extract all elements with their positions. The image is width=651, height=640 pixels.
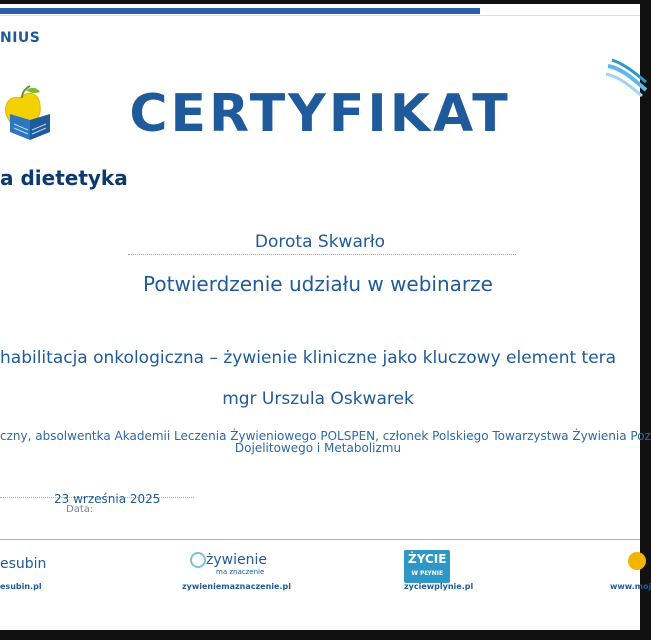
webinar-title: habilitacja onkologiczna – żywienie kliniczne jako kluczowy element tera — [0, 348, 617, 368]
certificate-sheet — [0, 4, 651, 630]
confirmation-text: Potwierdzenie udziału w webinarze — [143, 272, 493, 296]
brand-wordmark: NIUS — [0, 30, 41, 46]
logo-text: a dietetyka — [0, 166, 128, 190]
sponsor-url: zyciewplynie.pl — [404, 582, 474, 591]
leaf-icon — [190, 552, 206, 568]
top-accent-bar — [0, 8, 480, 14]
speaker-bio-line-1: czny, absolwentka Akademii Leczenia Żywieniowego POLSPEN, członek Polskiego Towarzystwa Żywienia Poz — [0, 429, 651, 443]
sponsor-wordmark: esubin — [0, 556, 47, 572]
recipient-name: Dorota Skwarło — [254, 232, 386, 252]
sponsor-subtitle: ma znaczenie — [216, 568, 265, 576]
footer-divider — [0, 539, 640, 540]
sponsor-subtitle: W PŁYNIE — [411, 570, 444, 577]
zycie-w-plynie-logo-icon — [404, 550, 450, 583]
name-dotted-line — [128, 254, 516, 255]
sponsor-url: www.moj — [610, 582, 651, 591]
date-value: 23 września 2025 — [54, 492, 161, 506]
date-label: Data: — [66, 504, 94, 515]
speaker-bio-line-2: Dojelitowego i Metabolizmu — [234, 441, 402, 455]
sponsor-wordmark: żywienie — [206, 552, 267, 568]
sponsor-url: zywieniemaznaczenie.pl — [182, 582, 291, 591]
sponsor-wordmark: ŻYCIE — [408, 552, 447, 566]
sponsor-url: esubin.pl — [0, 582, 42, 591]
sponsor-logo-icon — [628, 552, 646, 570]
certificate-title: CERTYFIKAT — [129, 84, 511, 144]
top-divider — [0, 15, 640, 16]
speaker-name: mgr Urszula Oskwarek — [222, 389, 414, 409]
